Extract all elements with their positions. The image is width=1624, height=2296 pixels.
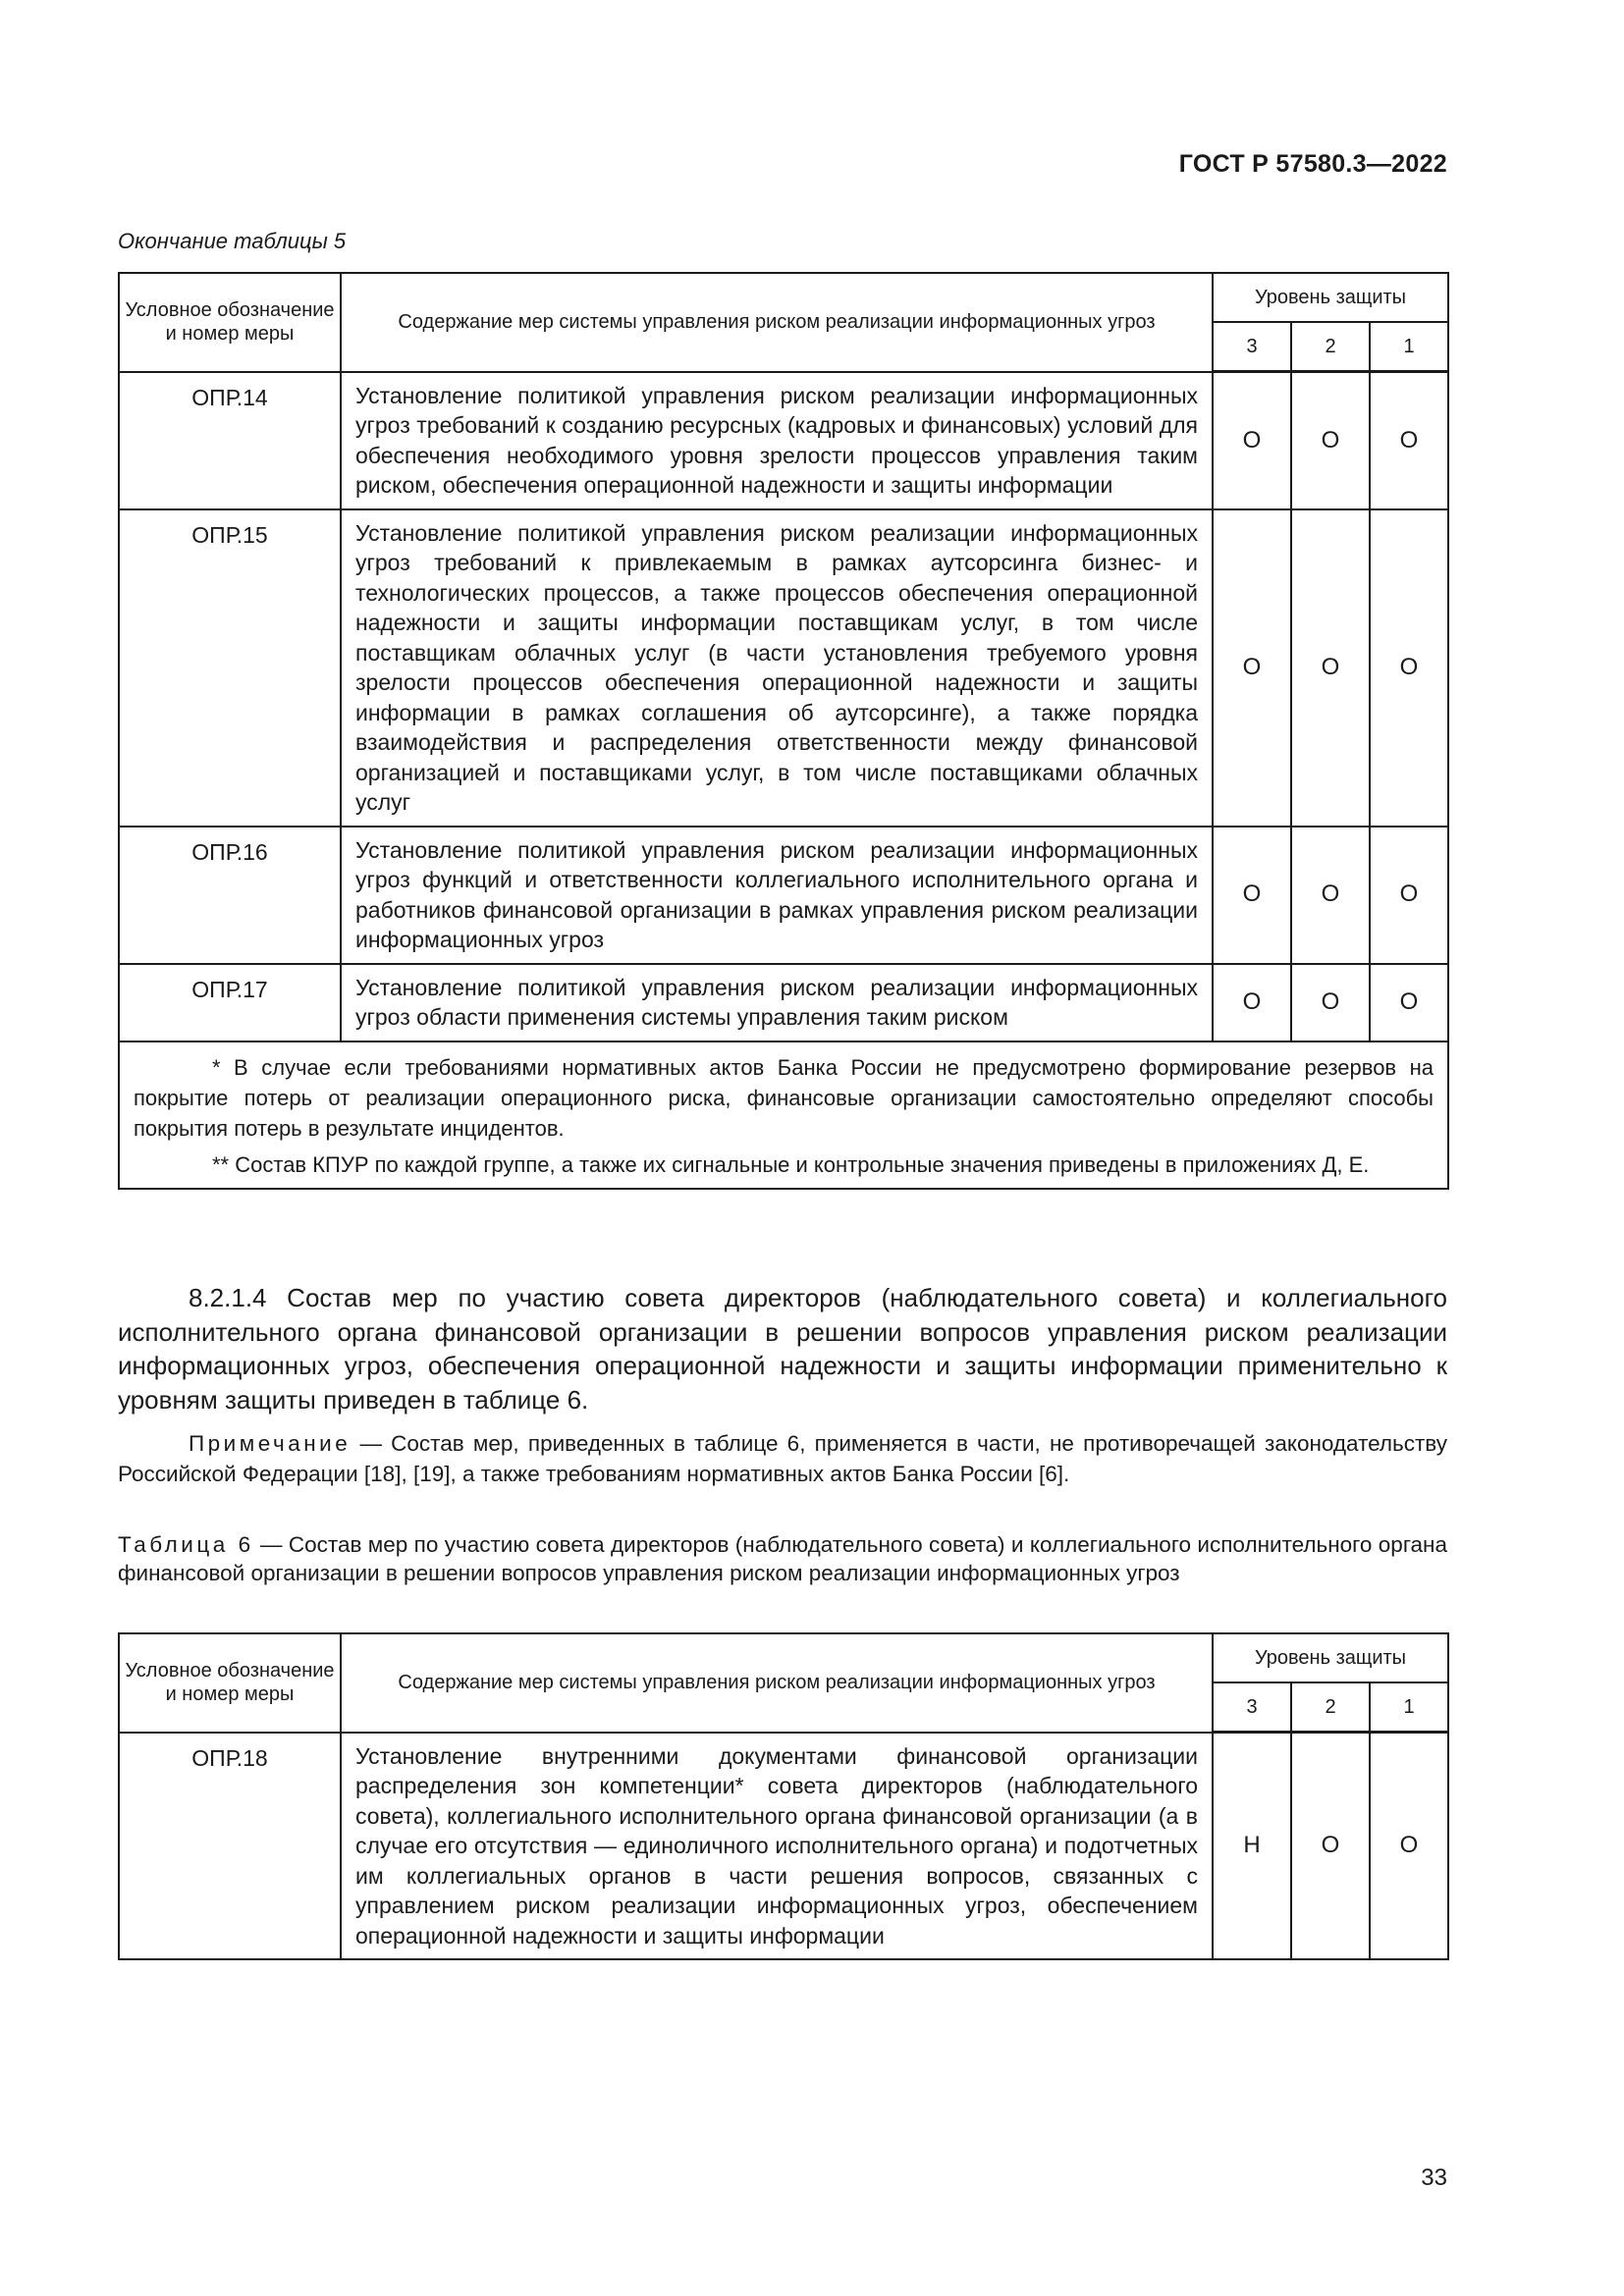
level-1-mark: О — [1370, 964, 1448, 1041]
page-number: 33 — [1421, 2164, 1447, 2191]
measure-code: ОПР.15 — [119, 509, 341, 827]
measure-content: Установление внутренними документами финансовой организации распределения зон компетенции* совета директоров (наблюдательного совета), коллегиального исполнительного органа финансовой организации (а в случае его отсутствия — единоличного исполнительного органа) и подотчетных им коллегиальных органов в части решения вопросов, связанных с управлением риском реализации информационных угроз, обеспечением операционной надежности и защиты информации — [341, 1733, 1213, 1960]
measure-content: Установление политикой управления риском реализации информационных угроз функций и ответственности коллегиального исполнительного органа и работников финансовой организации в рамках управления риском реализации информационных угроз — [341, 827, 1213, 964]
column-header-level-1: 1 — [1370, 1682, 1448, 1733]
measure-content: Установление политикой управления риском реализации информационных угроз требований к привлекаемым в рамках аутсорсинга бизнес- и технологических процессов, а также процессов обеспечения операционной надежности и защиты информации поставщикам услуг, в том числе поставщикам облачных услуг (в части установления требуемого уровня зрелости процессов обеспечения операционной надежности и защиты информации в рамках соглашения об аутсорсинге), а также порядка взаимодействия и распределения ответственности между финансовой организацией и поставщиками услуг, в том числе поставщиками облачных услуг — [341, 509, 1213, 827]
level-2-mark: О — [1291, 827, 1370, 964]
level-2-mark: О — [1291, 1733, 1370, 1960]
column-header-level: Уровень защиты — [1213, 273, 1448, 322]
section-paragraph: 8.2.1.4 Состав мер по участию совета директоров (наблюдательного совета) и коллегиального исполнительного органа финансовой организации в решении вопросов управления риском реализации информационных угроз, обеспечения операционной надежности и защиты информации применительно к уровням защиты приведен в таблице 6. — [118, 1283, 1447, 1415]
table-6-caption — [118, 1530, 1447, 1587]
table-6-caption-text: — Состав мер по участию совета директоров (наблюдательного совета) и коллегиального исполнительного органа финансовой организации в решении вопросов управления риском реализации информационных угроз — [118, 1532, 1447, 1585]
column-header-level-3: 3 — [1213, 1682, 1291, 1733]
table-row — [119, 964, 1448, 1041]
column-header-level: Уровень защиты — [1213, 1633, 1448, 1682]
note-label: Примечание — [189, 1431, 352, 1456]
table-continuation-label: Окончание таблицы 5 — [118, 229, 347, 253]
document-header: ГОСТ Р 57580.3—2022 — [1178, 150, 1447, 178]
column-header-code: Условное обозначение и номер меры — [119, 273, 341, 372]
table-row — [119, 372, 1448, 509]
column-header-level-2: 2 — [1291, 1682, 1370, 1733]
level-2-mark: О — [1291, 372, 1370, 509]
level-1-mark: О — [1370, 509, 1448, 827]
column-header-content: Содержание мер системы управления риском реализации информационных угроз — [341, 1633, 1213, 1733]
level-3-mark: Н — [1213, 1733, 1291, 1960]
level-3-mark: О — [1213, 964, 1291, 1041]
column-header-code: Условное обозначение и номер меры — [119, 1633, 341, 1733]
level-1-mark: О — [1370, 1733, 1448, 1960]
table-footnotes — [119, 1041, 1448, 1189]
table-footnotes-row — [119, 1041, 1448, 1189]
note-text: — Состав мер, приведенных в таблице 6, применяется в части, не противоречащей законодательству Российской Федерации [18], [19], а также требованиям нормативных актов Банка России [6]. — [118, 1431, 1447, 1486]
level-1-mark: О — [1370, 372, 1448, 509]
column-header-content: Содержание мер системы управления риском реализации информационных угроз — [341, 273, 1213, 372]
measure-code: ОПР.16 — [119, 827, 341, 964]
level-3-mark: О — [1213, 509, 1291, 827]
level-2-mark: О — [1291, 509, 1370, 827]
column-header-level-3: 3 — [1213, 322, 1291, 372]
footnote-2: ** Состав КПУР по каждой группе, а также их сигнальные и контрольные значения приведены в приложениях Д, Е. — [212, 1151, 1370, 1177]
table-row — [119, 827, 1448, 964]
measure-content: Установление политикой управления риском реализации информационных угроз требований к созданию ресурсных (кадровых и финансовых) условий для обеспечения необходимого уровня зрелости процессов управления таким риском, обеспечения операционной надежности и защиты информации — [341, 372, 1213, 509]
measure-code: ОПР.17 — [119, 964, 341, 1041]
footnote-1: * В случае если требованиями нормативных актов Банка России не предусмотрено формирование резервов на покрытие потерь от реализации операционного риска, финансовые организации самостоятельно определяют способы покрытия потерь в результате инцидентов. — [134, 1054, 1434, 1141]
measure-code: ОПР.18 — [119, 1733, 341, 1960]
level-3-mark: О — [1213, 372, 1291, 509]
column-header-level-1: 1 — [1370, 322, 1448, 372]
note-paragraph — [118, 1428, 1447, 1489]
level-3-mark: О — [1213, 827, 1291, 964]
measure-code: ОПР.14 — [119, 372, 341, 509]
level-2-mark: О — [1291, 964, 1370, 1041]
measure-content: Установление политикой управления риском реализации информационных угроз области применения системы управления таким риском — [341, 964, 1213, 1041]
table-row — [119, 1733, 1448, 1960]
table-row — [119, 509, 1448, 827]
level-1-mark: О — [1370, 827, 1448, 964]
table-6-caption-label: Таблица 6 — [118, 1532, 254, 1557]
table-5 — [118, 272, 1449, 1190]
column-header-level-2: 2 — [1291, 322, 1370, 372]
table-6 — [118, 1632, 1449, 1960]
